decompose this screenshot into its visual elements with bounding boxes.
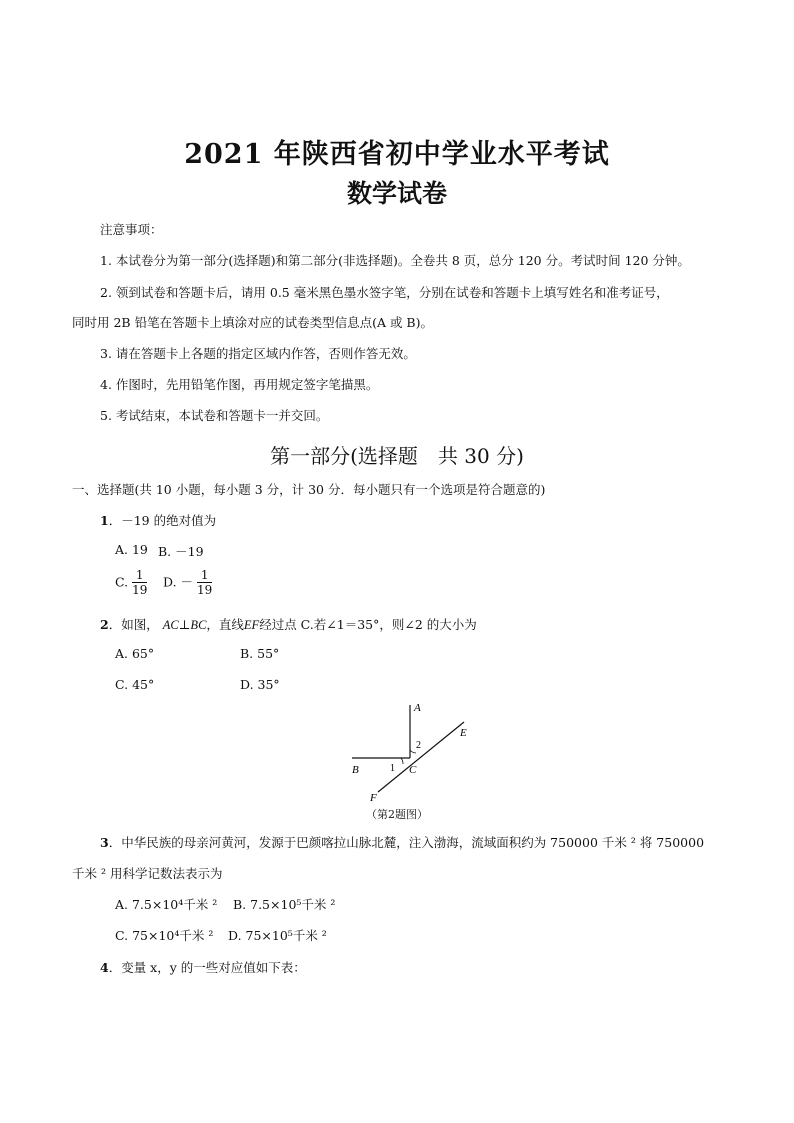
notice-heading: 注意事项： xyxy=(100,222,163,237)
question-1 xyxy=(100,511,216,529)
question-3-number: 3 xyxy=(100,835,109,850)
label-angle-1: 1 xyxy=(390,763,395,774)
exam-subtitle: 数学试卷 xyxy=(346,179,447,208)
q1-option-d xyxy=(163,568,212,598)
q1-option-c-fraction xyxy=(132,568,147,598)
notice-item-1: 1. 本试卷分为第一部分(选择题)和第二部分(非选择题)。全卷共 8 页，总分 120 分。考试时间 120 分钟。 xyxy=(100,253,690,268)
question-2-stem-b: ，直线 xyxy=(206,617,244,632)
question-2 xyxy=(100,615,477,633)
q2-option-a: A. 65° xyxy=(115,646,155,661)
question-3 xyxy=(100,833,704,851)
label-c: C xyxy=(409,764,417,776)
question-4 xyxy=(100,958,306,976)
q1-option-c-denominator: 19 xyxy=(132,583,148,598)
q3-option-b: B. 7.5×10⁵千米 ² xyxy=(233,897,336,912)
q2-figure-caption: （第2题图） xyxy=(366,808,428,821)
question-2-number: 2 xyxy=(100,617,109,632)
question-1-stem: ．－19 的绝对值为 xyxy=(108,513,217,528)
notice-item-5: 5. 考试结束，本试卷和答题卡一并交回。 xyxy=(100,408,329,423)
q1-option-d-denominator: 19 xyxy=(197,583,213,598)
notice-item-2: 2. 领到试卷和答题卡后，请用 0.5 毫米黑色墨水签字笔，分别在试卷和答题卡上填写姓名和准考证号， xyxy=(100,285,669,300)
q1-option-c xyxy=(115,568,147,598)
q1-option-b: B. －19 xyxy=(158,544,204,559)
label-b: B xyxy=(352,764,359,776)
q3-option-d: D. 75×10⁵千米 ² xyxy=(228,928,327,943)
question-2-stem-c: 经过点 C.若∠1＝35°，则∠2 的大小为 xyxy=(259,617,477,632)
question-2-math: AC⊥BC xyxy=(162,618,207,632)
label-e: E xyxy=(460,727,467,739)
question-4-stem: ．变量 x，y 的一些对应值如下表： xyxy=(108,960,306,975)
notice-item-3: 3. 请在答题卡上各题的指定区域内作答，否则作答无效。 xyxy=(100,346,416,361)
label-angle-2: 2 xyxy=(416,740,421,751)
exam-title: 2021 年陕西省初中学业水平考试 xyxy=(184,139,610,170)
label-a: A xyxy=(414,702,421,714)
line-ef xyxy=(378,722,464,792)
q1-option-a: A. 19 xyxy=(115,542,148,557)
q2-option-c: C. 45° xyxy=(115,677,155,692)
question-3-line-2: 千米 ² 用科学记数法表示为 xyxy=(72,866,223,881)
q1-option-d-numerator: 1 xyxy=(200,568,209,582)
q1-option-c-label: C. xyxy=(115,574,129,590)
label-f: F xyxy=(370,792,377,804)
q1-option-d-label: D. － xyxy=(163,574,194,590)
q1-option-d-fraction xyxy=(197,568,212,598)
q3-option-a: A. 7.5×10⁴千米 ² xyxy=(115,897,218,912)
question-2-ef: EF xyxy=(243,618,260,632)
part1-heading: 第一部分(选择题 共 30 分) xyxy=(270,444,524,468)
q1-option-c-numerator: 1 xyxy=(135,568,144,582)
notice-item-2-cont: 同时用 2B 铅笔在答题卡上填涂对应的试卷类型信息点(A 或 B)。 xyxy=(72,315,433,330)
q2-option-b: B. 55° xyxy=(240,646,280,661)
angle-1-arc xyxy=(401,758,403,764)
question-1-number: 1 xyxy=(100,513,109,528)
q2-option-d: D. 35° xyxy=(240,677,280,692)
question-4-number: 4 xyxy=(100,960,109,975)
notice-item-4: 4. 作图时，先用铅笔作图，再用规定签字笔描黑。 xyxy=(100,377,379,392)
q2-figure xyxy=(340,700,480,810)
question-3-line-1: ．中华民族的母亲河黄河，发源于巴颜喀拉山脉北麓，注入渤海，流域面积约为 750000 千米 ² 将 750000 xyxy=(108,835,705,850)
section-intro: 一、选择题(共 10 小题，每小题 3 分，计 30 分．每小题只有一个选项是符合题意的) xyxy=(72,482,546,497)
question-2-stem-a: ．如图， xyxy=(108,617,159,632)
q3-option-c: C. 75×10⁴千米 ² xyxy=(115,928,214,943)
